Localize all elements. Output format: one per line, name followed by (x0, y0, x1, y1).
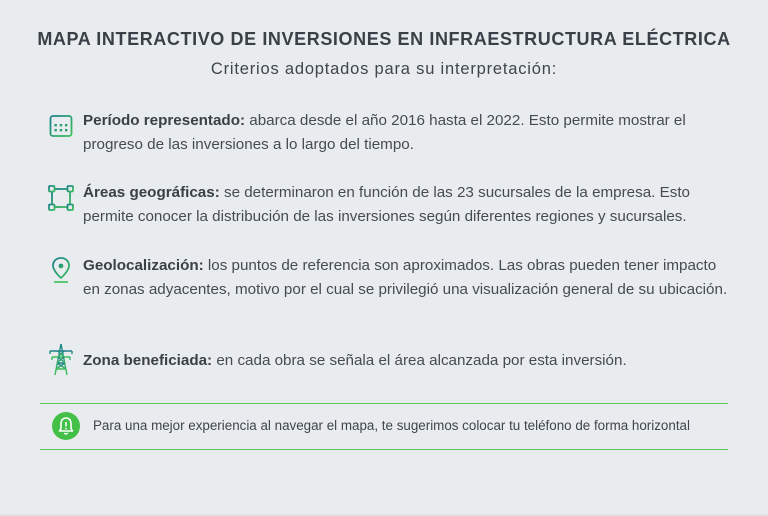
criterion-geolocation-text (83, 254, 733, 302)
criterion-description: en cada obra se señala el área alcanzada por esta inversión. (212, 352, 627, 369)
criterion-period-text (83, 109, 733, 157)
criterion-zone (46, 343, 736, 377)
page-title: MAPA INTERACTIVO DE INVERSIONES EN INFRAESTRUCTURA ELÉCTRICA (37, 29, 731, 49)
criterion-period (46, 110, 736, 160)
criterion-label: Áreas geográficas: (83, 184, 220, 201)
location-pin-icon (46, 254, 76, 284)
bell-alert-icon (52, 412, 80, 440)
power-tower-icon (46, 343, 76, 373)
criterion-label: Zona beneficiada: (83, 352, 213, 369)
criterion-label: Geolocalización: (83, 257, 204, 274)
orientation-notice (40, 403, 728, 450)
criterion-geolocation (46, 254, 736, 328)
calendar-icon (46, 110, 76, 140)
criterion-zone-text (83, 349, 733, 373)
page-subtitle: Criterios adoptados para su interpretación: (210, 60, 558, 78)
area-select-icon (46, 182, 76, 212)
notice-text: Para una mejor experiencia al navegar el mapa, te sugerimos colocar tu teléfono de forma horizontal (93, 418, 690, 433)
criterion-description: los puntos de referencia son aproximados. Las obras pueden tener impacto en zonas adyacentes, motivo por el cual se privilegió una visualización general de su ubicación. (83, 257, 728, 298)
criterion-description: abarca desde el año 2016 hasta el 2022. Esto permite mostrar el progreso de las inversiones a lo largo del tiempo. (83, 112, 686, 153)
criterion-areas (46, 182, 736, 232)
criterion-areas-text (83, 181, 733, 229)
criterion-description: se determinaron en función de las 23 sucursales de la empresa. Esto permite conocer la distribución de las inversiones según diferentes regiones y sucursales. (83, 184, 690, 225)
criterion-label: Período representado: (83, 112, 246, 129)
